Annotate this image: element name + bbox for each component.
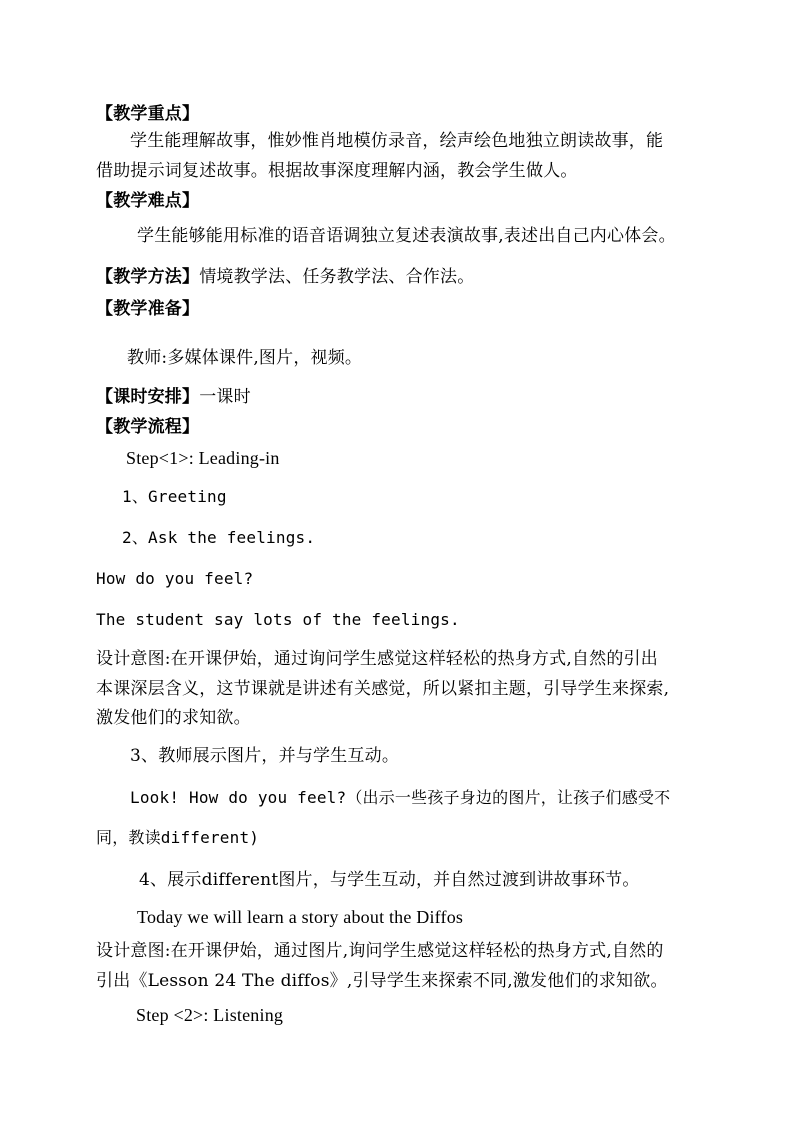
schedule-text: 一课时 — [199, 387, 251, 407]
heading-difficulties: 【教学难点】 — [96, 191, 200, 211]
item-4-show-different: 4、展示different图片，与学生互动，并自然过渡到讲故事环节。 — [139, 870, 640, 890]
design-intent-1-line-3: 激发他们的求知欲。 — [96, 708, 251, 728]
heading-process: 【教学流程】 — [96, 417, 200, 437]
design-intent-1-line-2: 本课深层含义，这节课就是讲述有关感觉，所以紧扣主题，引导学生来探索, — [96, 679, 670, 699]
heading-schedule: 【课时安排】 — [96, 387, 200, 407]
look-prompt-line-2: 同，教读different) — [96, 828, 260, 847]
design-intent-2-line-1: 设计意图:在开课伊始，通过图片,询问学生感觉这样轻松的热身方式,自然的 — [96, 941, 664, 961]
preparation-text: 教师:多媒体课件,图片，视频。 — [127, 348, 363, 368]
key-points-text-1: 学生能理解故事，惟妙惟肖地模仿录音，绘声绘色地独立朗读故事，能 — [130, 131, 664, 151]
heading-preparation: 【教学准备】 — [96, 299, 200, 319]
step-2-title: Step <2>: Listening — [136, 1005, 284, 1025]
item-2-ask-feelings: 2、Ask the feelings. — [122, 528, 316, 547]
item-1-greeting: 1、Greeting — [122, 487, 227, 506]
difficulties-text: 学生能够能用标准的语音语调独立复述表演故事,表述出自己内心体会。 — [137, 226, 676, 246]
methods-row — [96, 265, 474, 289]
question-how-do-you-feel: How do you feel? — [96, 569, 254, 588]
look-prompt-line-1: Look! How do you feel?（出示一些孩子身边的图片，让孩子们感受不 — [130, 788, 671, 807]
design-intent-1-line-1: 设计意图:在开课伊始，通过询问学生感觉这样轻松的热身方式,自然的引出 — [96, 649, 658, 669]
key-points-text-2: 借助提示词复述故事。根据故事深度理解内涵，教会学生做人。 — [96, 161, 578, 181]
heading-key-points: 【教学重点】 — [96, 104, 200, 124]
today-story-line: Today we will learn a story about the Diffos — [137, 907, 464, 927]
design-intent-2-line-2: 引出《Lesson 24 The diffos》,引导学生来探索不同,激发他们的求知欲。 — [96, 971, 668, 991]
schedule-row — [96, 385, 251, 409]
students-say-feelings: The student say lots of the feelings. — [96, 610, 460, 629]
heading-methods: 【教学方法】 — [96, 267, 200, 287]
methods-text: 情境教学法、任务教学法、合作法。 — [199, 267, 475, 287]
step-1-title: Step<1>: Leading-in — [126, 448, 280, 468]
item-3-show-pictures: 3、教师展示图片，并与学生互动。 — [130, 746, 400, 766]
